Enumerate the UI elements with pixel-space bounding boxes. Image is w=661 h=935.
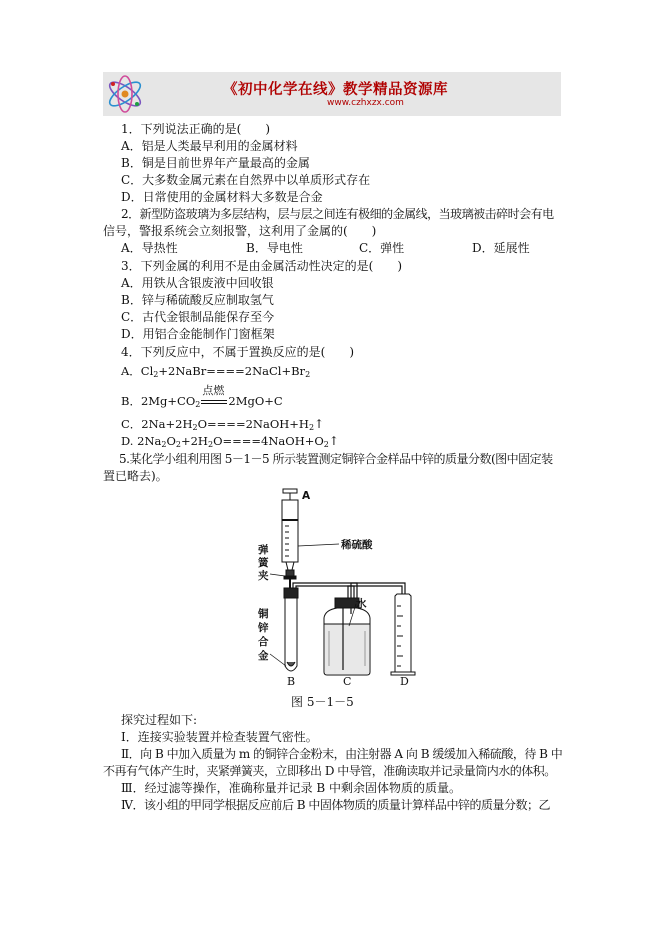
q1-option-a: A．铝是人类最早利用的金属材料 — [121, 139, 298, 153]
q4-option-c: C．$2Na+2H_2O====2NaOH+H_2↑$ — [121, 417, 325, 432]
q3-option-d: D．用铝合金能制作门窗框架 — [121, 327, 275, 341]
graduated-cylinder-d — [391, 594, 415, 675]
label-spring-clip-2: 簧 — [258, 557, 269, 569]
q5-stem-line2: 置已略去)。 — [103, 469, 168, 483]
q3-stem: 3．下列金属的利用不是由金属活动性决定的是( ) — [121, 259, 403, 273]
label-water: 水 — [356, 598, 367, 610]
q1-stem: 1．下列说法正确的是( ) — [121, 122, 270, 136]
q2-option-d: D．延展性 — [472, 241, 530, 255]
q2-option-a: A．导热性 — [121, 241, 178, 255]
syringe-a — [282, 489, 298, 570]
procedure-step-3: Ⅲ．经过滤等操作，准确称量并记录 B 中剩余固体物质的质量。 — [121, 781, 462, 795]
q1-option-b: B．铜是目前世界年产量最高的金属 — [121, 156, 310, 170]
label-d: D — [400, 675, 409, 686]
q3-option-b: B．锌与稀硫酸反应制取氢气 — [121, 293, 274, 307]
label-alloy-4: 金 — [258, 650, 269, 662]
label-a: A — [302, 490, 311, 502]
spring-clip — [284, 570, 296, 588]
atom-logo-icon — [103, 72, 149, 116]
q3-option-a: A．用铁从含银废液中回收银 — [121, 276, 274, 290]
q1-option-c: C．大多数金属元素在自然界中以单质形式存在 — [121, 173, 371, 187]
procedure-intro: 探究过程如下: — [121, 713, 198, 727]
header-banner — [103, 72, 561, 116]
reaction-condition: 点燃 — [200, 394, 228, 409]
label-spring-clip-1: 弹 — [258, 544, 269, 556]
q4-option-b: B．$2Mg+CO_2$ 点燃 2MgO+C — [121, 384, 283, 409]
apparatus-figure — [255, 486, 425, 686]
label-spring-clip-3: 夹 — [258, 570, 269, 582]
q2-stem-line2: 信号，警报系统会立刻报警，这利用了金属的( ) — [103, 224, 377, 238]
procedure-step-1: Ⅰ．连接实验装置并检查装置气密性。 — [121, 730, 318, 744]
label-alloy-3: 合 — [258, 636, 269, 648]
figure-caption: 图 5－1－5 — [291, 695, 354, 709]
q2-option-b: B．导电性 — [246, 241, 303, 255]
q2-stem-line1: 2．新型防盗玻璃为多层结构，层与层之间连有极细的金属线，当玻璃被击碎时会有电 — [121, 207, 554, 221]
gas-arrow-icon: ↑ — [314, 417, 325, 431]
label-alloy-2: 锌 — [258, 622, 269, 634]
procedure-step-2-line1: Ⅱ．向 B 中加入质量为 m 的铜锌合金粉末，由注射器 A 向 B 缓缓加入稀硫酸，待 B 中 — [121, 747, 563, 761]
test-tube-b — [284, 588, 298, 671]
gas-arrow-icon: ↑ — [328, 434, 339, 448]
banner-title: 《初中化学在线》教学精品资源库 — [223, 82, 448, 98]
q3-option-c: C．古代金银制品能保存至今 — [121, 310, 275, 324]
q4-option-a: A．$Cl_2+2NaBr====2NaCl+Br_2$ — [121, 364, 311, 379]
label-b: B — [287, 675, 296, 686]
label-c: C — [343, 675, 352, 686]
procedure-step-4: Ⅳ．该小组的甲同学根据反应前后 B 中固体物质的质量计算样品中锌的质量分数；乙 — [121, 798, 550, 812]
label-dilute-sulfuric-acid: 稀硫酸 — [341, 539, 373, 551]
q1-option-d: D．日常使用的金属材料大多数是合金 — [121, 190, 323, 204]
q4-option-d: D. $2Na_2O_2+2H_2O====4NaOH+O_2↑$ — [121, 434, 339, 449]
label-alloy-1: 铜 — [258, 608, 269, 620]
q2-option-c: C．弹性 — [359, 241, 405, 255]
q4-stem: 4．下列反应中，不属于置换反应的是( ) — [121, 345, 354, 359]
q5-stem-line1: 5.某化学小组利用图 5－1－5 所示装置测定铜锌合金样品中锌的质量分数(图中固定装 — [119, 452, 553, 466]
procedure-step-2-line2: 不再有气体产生时，夹紧弹簧夹，立即移出 D 中导管，准确读取并记录量筒内水的体积。 — [103, 764, 556, 778]
banner-url: www.czhxzx.com — [327, 98, 404, 108]
